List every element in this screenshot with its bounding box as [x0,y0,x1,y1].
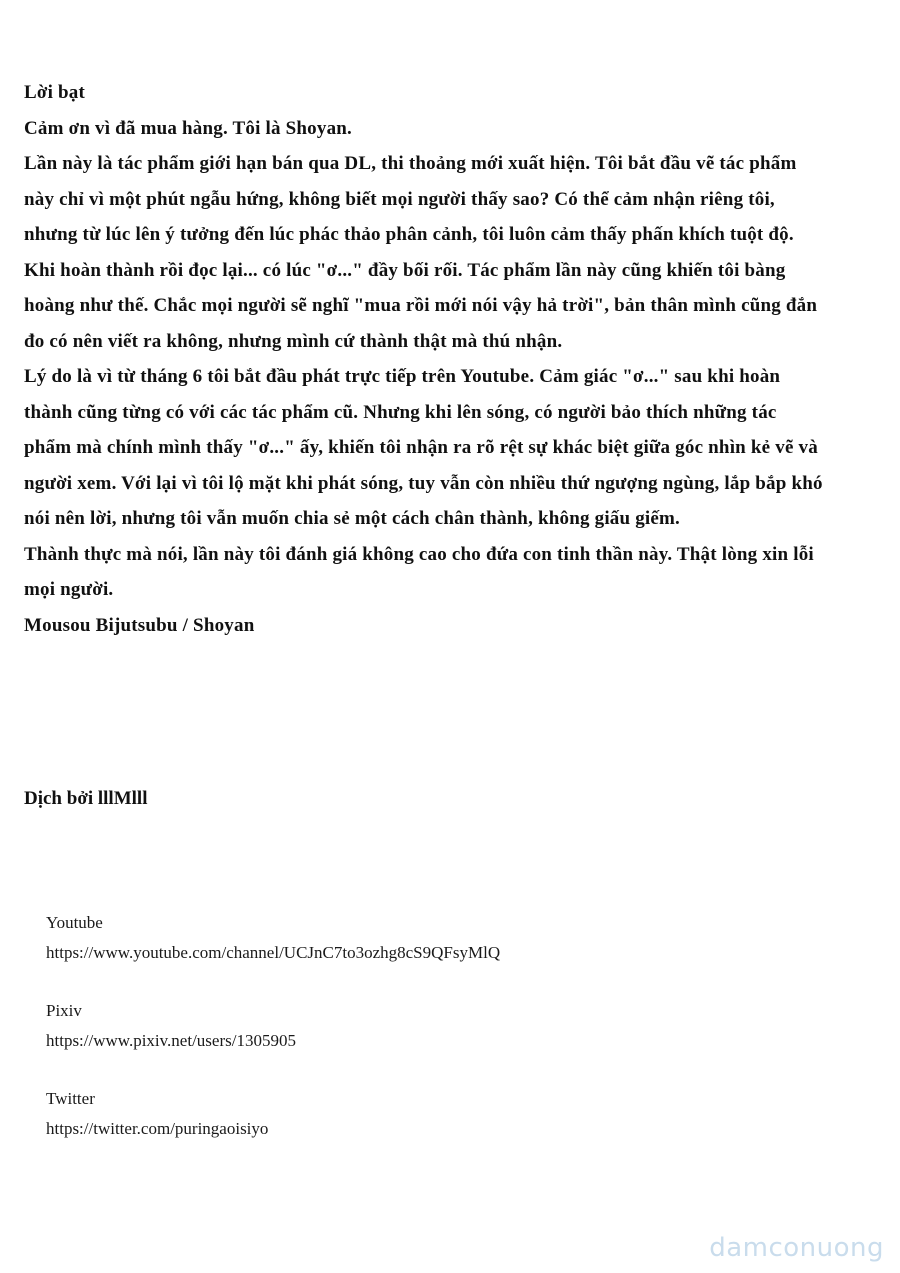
afterword-section [24,75,824,643]
link-site-name: Pixiv [46,1001,82,1020]
link-site-name: Twitter [46,1089,95,1108]
pixiv-link[interactable]: https://www.pixiv.net/users/1305905 [46,1031,296,1050]
link-group-twitter [46,1086,500,1142]
afterword-signature: Mousou Bijutsubu / Shoyan [24,614,255,636]
link-group-pixiv [46,998,500,1054]
link-site-name: Youtube [46,913,103,932]
twitter-link[interactable]: https://twitter.com/puringaoisiyo [46,1119,269,1138]
youtube-link[interactable]: https://www.youtube.com/channel/UCJnC7to3ozhg8cS9QFsyMlQ [46,943,501,962]
afterword-paragraph: Lần này là tác phẩm giới hạn bán qua DL, thi thoảng mới xuất hiện. Tôi bắt đầu vẽ tác phẩm này chỉ vì một phút ngẫu hứng, không biết mọi người thấy sao? Có thể cảm nhận riêng tôi, nhưng từ lúc lên ý tưởng đến lúc phác thảo phân cảnh, tôi luôn cảm thấy phấn khích tuột độ. Khi hoàn thành rồi đọc lại... có lúc "ơ..." đầy bối rối. Tác phẩm lần này cũng khiến tôi bàng hoàng như thế. Chắc mọi người sẽ nghĩ "mua rồi mới nói vậy hả trời", bản thân mình cũng đắn đo có nên viết ra không, nhưng mình cứ thành thật mà thú nhận. [24,153,818,352]
watermark: damconuong [709,1233,884,1263]
afterword-heading: Lời bạt [24,82,86,103]
social-links [46,910,500,1174]
afterword-paragraph: Cảm ơn vì đã mua hàng. Tôi là Shoyan. [24,117,352,139]
link-group-youtube [46,910,500,966]
translator-credit: Dịch bởi lllMlll [24,788,148,809]
afterword-paragraph: Thành thực mà nói, lần này tôi đánh giá không cao cho đứa con tinh thần này. Thật lòng xin lỗi mọi người. [24,543,814,600]
afterword-paragraph: Lý do là vì từ tháng 6 tôi bắt đầu phát trực tiếp trên Youtube. Cảm giác "ơ..." sau khi hoàn thành cũng từng có với các tác phẩm cũ. Nhưng khi lên sóng, có người bảo thích những tác phẩm mà chính mình thấy "ơ..." ấy, khiến tôi nhận ra rõ rệt sự khác biệt giữa góc nhìn kẻ vẽ và người xem. Với lại vì tôi lộ mặt khi phát sóng, tuy vẫn còn nhiều thứ ngượng ngùng, lắp bắp khó nói nên lời, nhưng tôi vẫn muốn chia sẻ một cách chân thành, không giấu giếm. [24,366,823,529]
